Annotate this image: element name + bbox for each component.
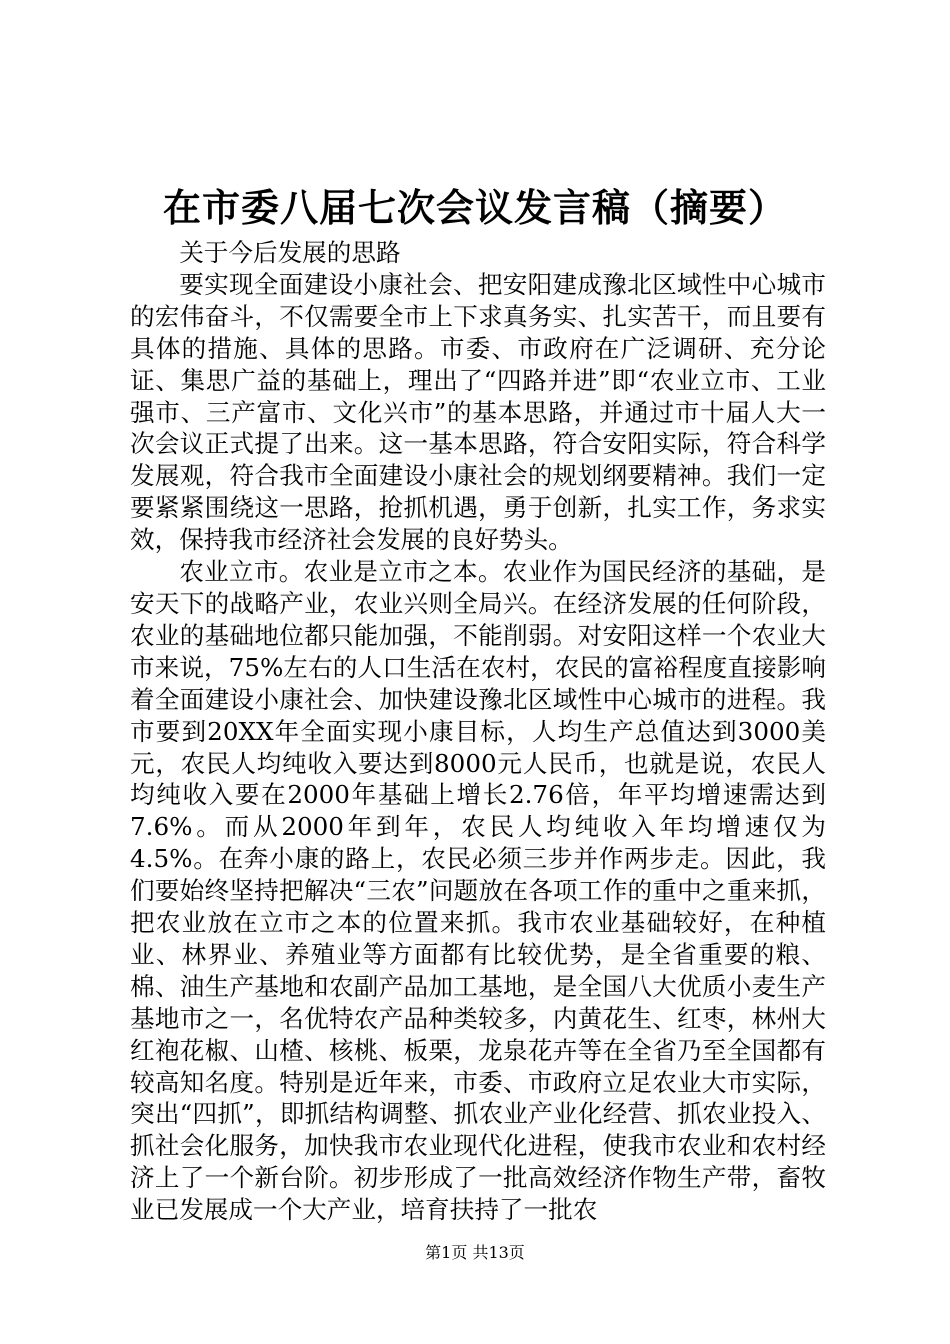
page-footer: 第1页 共13页 bbox=[425, 1243, 525, 1262]
section-heading: 关于今后发展的思路 bbox=[179, 238, 401, 267]
document-title: 在市委八届七次会议发言稿（摘要） bbox=[162, 185, 787, 230]
body-paragraph: 农业立市。农业是立市之本。农业作为国民经济的基础，是安天下的战略产业，农业兴则全局兴。在经济发展的任何阶段，农业的基础地位都只能加强，不能削弱。对安阳这样一个农业大市来说，75%左右的人口生活在农村，农民的富裕程度直接影响着全面建设小康社会、加快建设豫北区域性中心城市的进程。我市要到20XX年全面实现小康目标，人均生产总值达到3000美元，农民人均纯收入要达到8000元人民币，也就是说，农民人均纯收入要在2000年基础上增长2.76倍，年平均增速需达到7.6%。而从2000年到年，农民人均纯收入年均增速仅为4.5%。在奔小康的路上，农民必须三步并作两步走。因此，我们要始终坚持把解决“三农”问题放在各项工作的重中之重来抓，把农业放在立市之本的位置来抓。我市农业基础较好，在种植业、林界业、养殖业等方面都有比较优势，是全省重要的粮、棉、油生产基地和农副产品加工基地，是全国八大优质小麦生产基地市之一，名优特农产品种类较多，内黄花生、红枣，林州大红袍花椒、山楂、核桃、板栗，龙泉花卉等在全省乃至全国都有较高知名度。特别是近年来，市委、市政府立足农业大市实际，突出“四抓”，即抓结构调整、抓农业产业化经营、抓农业投入、抓社会化服务，加快我市农业现代化进程，使我市农业和农村经济上了一个新台阶。初步形成了一批高效经济作物生产带，畜牧业已发展成一个大产业，培育扶持了一批农 bbox=[130, 557, 826, 1225]
body-paragraph: 要实现全面建设小康社会、把安阳建成豫北区域性中心城市的宏伟奋斗，不仅需要全市上下求真务实、扎实苦干，而且要有具体的措施、具体的思路。市委、市政府在广泛调研、充分论证、集思广益的基础上，理出了“四路并进”即“农业立市、工业强市、三产富市、文化兴市”的基本思路，并通过市十届人大一次会议正式提了出来。这一基本思路，符合安阳实际，符合科学发展观，符合我市全面建设小康社会的规划纲要精神。我们一定要紧紧围绕这一思路，抢抓机遇，勇于创新，扎实工作，务求实效，保持我市经济社会发展的良好势头。 bbox=[130, 269, 826, 555]
document-body bbox=[130, 237, 826, 1226]
